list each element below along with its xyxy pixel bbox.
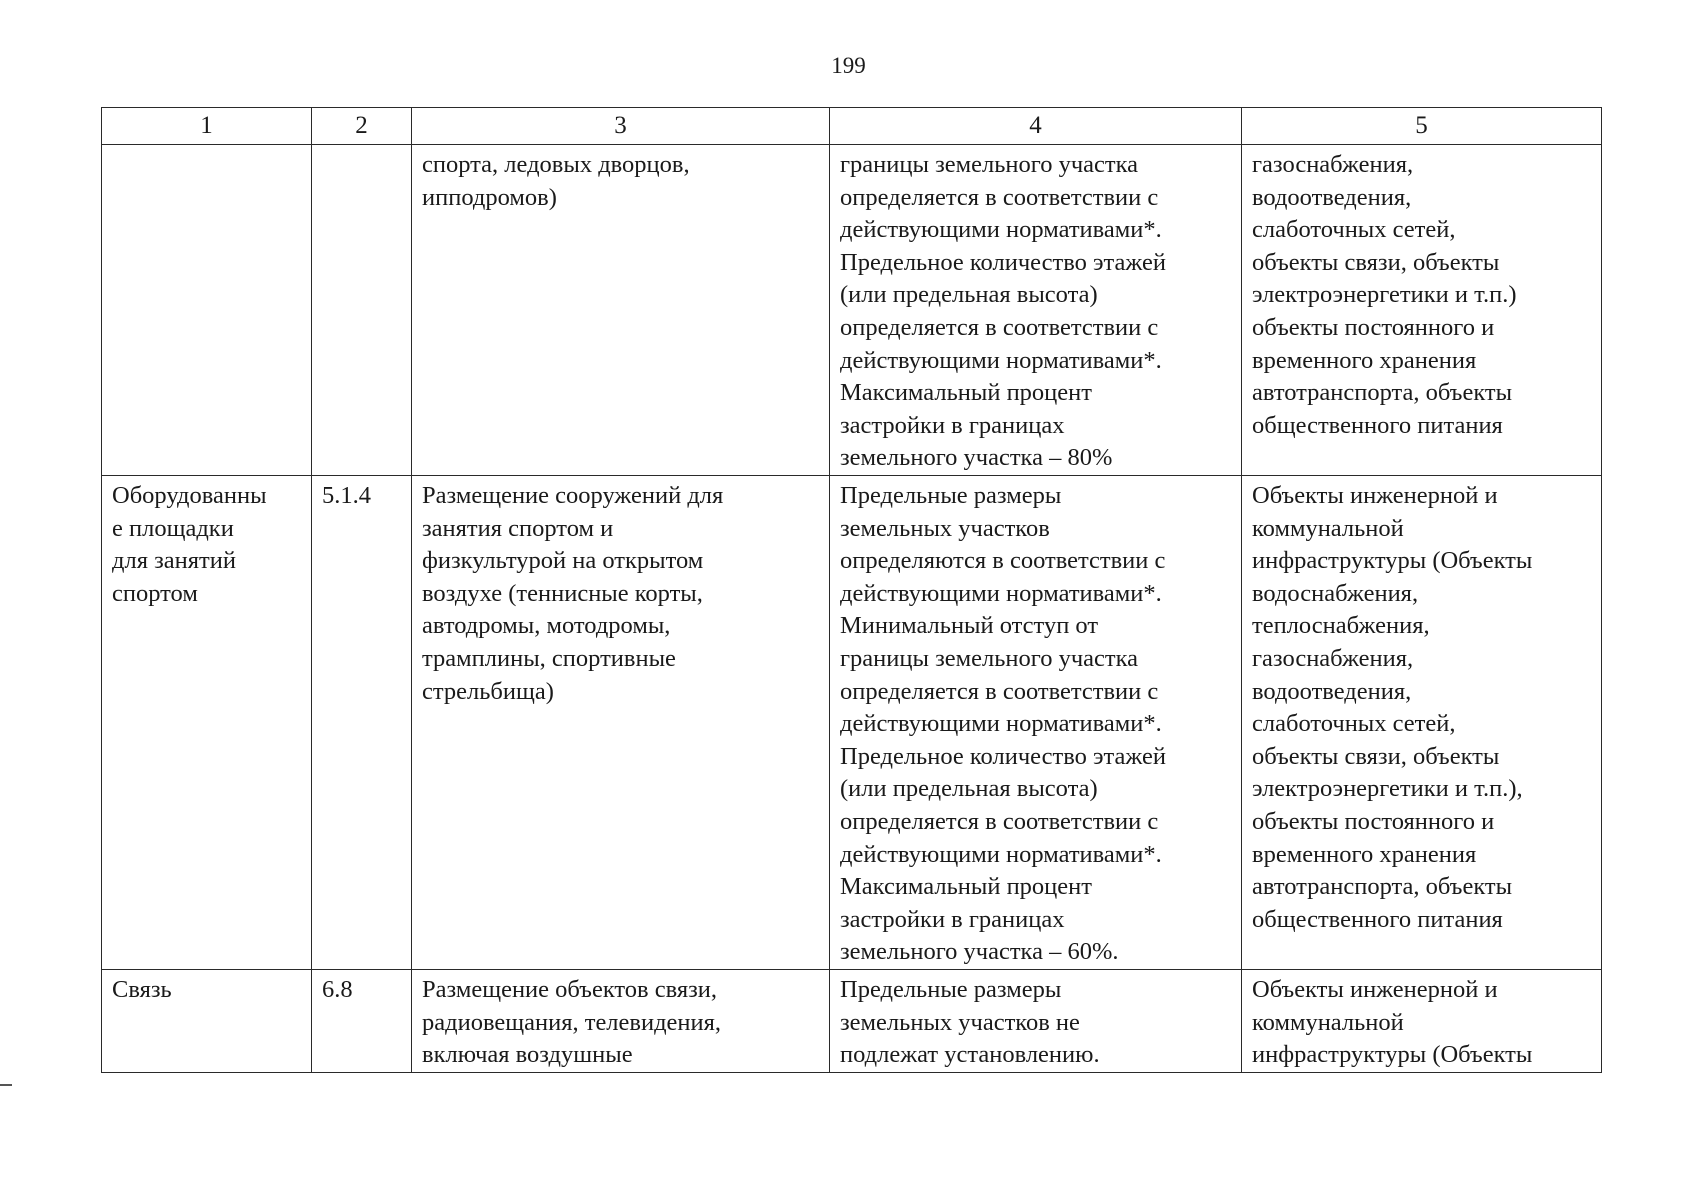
- cell-text-line: радиовещания, телевидения,: [422, 1008, 722, 1036]
- use-name-cell: [102, 145, 312, 476]
- cell-text-line: водоотведения,: [1252, 677, 1412, 705]
- cell-text-line: коммунальной: [1252, 1008, 1404, 1036]
- cell-text-line: земельных участков не: [840, 1008, 1080, 1036]
- use-name-cell: [102, 969, 312, 1072]
- use-code-cell: [312, 969, 412, 1072]
- cell-text-line: Минимальный отступ от: [840, 612, 1099, 640]
- cell-text-line: Объекты инженерной и: [1252, 482, 1498, 509]
- use-name-cell: [102, 476, 312, 970]
- cell-text-line: включая воздушные: [422, 1041, 633, 1069]
- cell-text-line: (или предельная высота): [840, 775, 1098, 803]
- cell-text-line: Размещение сооружений для: [422, 482, 724, 509]
- auxiliary-uses-cell: [1242, 969, 1602, 1072]
- cell-text-line: для занятий: [112, 547, 236, 575]
- use-description-cell: [412, 969, 830, 1072]
- cell-text-line: инфраструктуры (Объекты: [1252, 1041, 1533, 1069]
- cell-text-line: действующими нормативами*.: [840, 579, 1162, 607]
- cell-text-line: Размещение объектов связи,: [422, 975, 718, 1003]
- cell-text-line: определяется в соответствии с: [840, 677, 1159, 705]
- cell-text-line: объекты постоянного и: [1252, 313, 1495, 341]
- cell-text-line: застройки в границах: [840, 905, 1065, 933]
- table-row: [102, 969, 1602, 1072]
- cell-text-line: водоснабжения,: [1252, 579, 1419, 607]
- cell-text-line: воздухе (теннисные корты,: [422, 579, 703, 607]
- use-code-cell: [312, 476, 412, 970]
- cell-text-line: определяются в соответствии с: [840, 547, 1166, 575]
- use-code-cell: [312, 145, 412, 476]
- cell-text-line: занятия спортом и: [422, 514, 614, 542]
- use-code: 5.1.4: [322, 482, 371, 509]
- use-description-cell: [412, 145, 830, 476]
- header-col-2: 2: [312, 108, 412, 145]
- cell-text-line: общественного питания: [1252, 411, 1503, 439]
- cell-text-line: водоотведения,: [1252, 183, 1412, 211]
- cell-text-line: Оборудованны: [112, 482, 267, 509]
- cell-text-line: Предельные размеры: [840, 482, 1062, 509]
- cell-text-line: временного хранения: [1252, 346, 1477, 374]
- cell-text-line: действующими нормативами*.: [840, 840, 1162, 868]
- table-header-row: [102, 108, 1602, 145]
- scan-edge-mark: [0, 1084, 12, 1086]
- cell-text-line: коммунальной: [1252, 514, 1404, 542]
- cell-text-line: объекты связи, объекты: [1252, 248, 1500, 276]
- cell-text-line: инфраструктуры (Объекты: [1252, 547, 1533, 575]
- cell-text-line: земельных участков: [840, 514, 1050, 542]
- use-code: 6.8: [322, 975, 353, 1003]
- cell-text-line: теплоснабжения,: [1252, 612, 1430, 640]
- cell-text-line: Предельное количество этажей: [840, 742, 1166, 770]
- cell-text-line: Предельные размеры: [840, 975, 1062, 1003]
- cell-text-line: действующими нормативами*.: [840, 710, 1162, 738]
- cell-text-line: ипподромов): [422, 183, 557, 211]
- cell-text-line: объекты связи, объекты: [1252, 742, 1500, 770]
- cell-text-line: определяется в соответствии с: [840, 183, 1159, 211]
- cell-text-line: электроэнергетики и т.п.): [1252, 281, 1517, 309]
- cell-text-line: действующими нормативами*.: [840, 346, 1162, 374]
- cell-text-line: слаботочных сетей,: [1252, 216, 1456, 244]
- auxiliary-uses-cell: [1242, 145, 1602, 476]
- cell-text-line: определяется в соответствии с: [840, 807, 1159, 835]
- cell-text-line: спортом: [112, 579, 198, 607]
- cell-text-line: Объекты инженерной и: [1252, 975, 1498, 1003]
- use-parameters-cell: [830, 476, 1242, 970]
- cell-text-line: стрельбища): [422, 677, 554, 705]
- cell-text-line: определяется в соответствии с: [840, 313, 1159, 341]
- table-row: [102, 145, 1602, 476]
- page-number: 199: [831, 53, 866, 78]
- cell-text-line: объекты постоянного и: [1252, 807, 1495, 835]
- use-parameters-cell: [830, 145, 1242, 476]
- cell-text-line: застройки в границах: [840, 411, 1065, 439]
- cell-text-line: трамплины, спортивные: [422, 644, 676, 672]
- cell-text-line: границы земельного участка: [840, 644, 1139, 672]
- cell-text-line: физкультурой на открытом: [422, 547, 704, 575]
- cell-text-line: е площадки: [112, 514, 234, 542]
- header-col-1: 1: [102, 108, 312, 145]
- cell-text-line: Максимальный процент: [840, 379, 1092, 407]
- cell-text-line: Предельное количество этажей: [840, 248, 1166, 276]
- header-col-4: 4: [830, 108, 1242, 145]
- use-parameters-cell: [830, 969, 1242, 1072]
- cell-text-line: автотранспорта, объекты: [1252, 379, 1513, 407]
- land-use-table: [101, 107, 1602, 1073]
- cell-text-line: спорта, ледовых дворцов,: [422, 151, 690, 178]
- header-col-3: 3: [412, 108, 830, 145]
- cell-text-line: действующими нормативами*.: [840, 216, 1162, 244]
- cell-text-line: автодромы, мотодромы,: [422, 612, 671, 640]
- cell-text-line: слаботочных сетей,: [1252, 710, 1456, 738]
- cell-text-line: подлежат установлению.: [840, 1041, 1100, 1069]
- auxiliary-uses-cell: [1242, 476, 1602, 970]
- cell-text-line: электроэнергетики и т.п.),: [1252, 775, 1523, 803]
- cell-text-line: Связь: [112, 975, 172, 1003]
- cell-text-line: общественного питания: [1252, 905, 1503, 933]
- cell-text-line: земельного участка – 80%: [840, 444, 1113, 472]
- cell-text-line: газоснабжения,: [1252, 644, 1414, 672]
- use-description-cell: [412, 476, 830, 970]
- cell-text-line: автотранспорта, объекты: [1252, 873, 1513, 901]
- cell-text-line: временного хранения: [1252, 840, 1477, 868]
- cell-text-line: Максимальный процент: [840, 873, 1092, 901]
- cell-text-line: газоснабжения,: [1252, 151, 1414, 178]
- header-col-5: 5: [1242, 108, 1602, 145]
- cell-text-line: (или предельная высота): [840, 281, 1098, 309]
- cell-text-line: границы земельного участка: [840, 151, 1139, 178]
- table-row: [102, 476, 1602, 970]
- cell-text-line: земельного участка – 60%.: [840, 938, 1119, 966]
